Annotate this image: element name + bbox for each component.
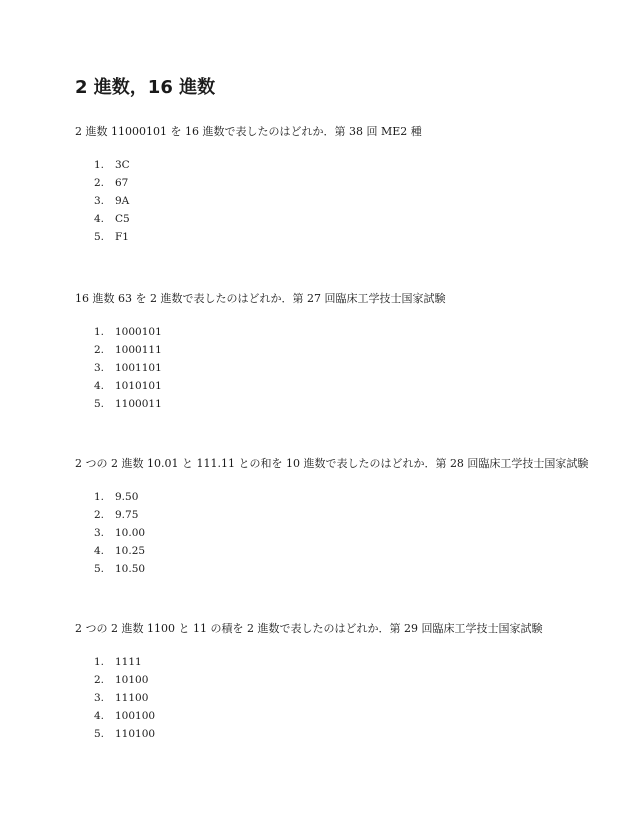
choice-label: 11100 [115,692,149,704]
choice-number: 3. [94,692,105,704]
choice-label: 1000101 [115,326,162,338]
choice-number: 2. [94,674,105,686]
choice-item [94,506,595,524]
choice-number: 2. [94,344,105,356]
choice-list [75,488,595,578]
choice-label: 9.50 [115,491,139,503]
choice-number: 2. [94,177,105,189]
choice-label: 1010101 [115,380,162,392]
choice-label: 9.75 [115,509,139,521]
choice-label: 100100 [115,710,156,722]
choice-number: 4. [94,213,105,225]
choice-label: 3C [115,159,130,171]
choice-item [94,359,595,377]
choice-number: 5. [94,398,105,410]
choice-item [94,560,595,578]
choice-list [75,323,595,413]
question-text: 2 つの 2 進数 1100 と 11 の積を 2 進数で表したのはどれか．第 29 回臨床工学技士国家試験 [75,622,543,635]
choice-label: 9A [115,195,130,207]
choice-label: 10.25 [115,545,146,557]
choice-label: 10.00 [115,527,146,539]
choice-item [94,395,595,413]
choice-label: 110100 [115,728,156,740]
choice-label: 1000111 [115,344,162,356]
choice-item [94,689,595,707]
choice-item [94,653,595,671]
choice-item [94,524,595,542]
choice-item [94,341,595,359]
choice-number: 1. [94,656,105,668]
choice-number: 1. [94,159,105,171]
choice-number: 3. [94,195,105,207]
choice-number: 4. [94,380,105,392]
choice-item [94,156,595,174]
choice-list [75,156,595,246]
choice-item [94,174,595,192]
choice-number: 1. [94,491,105,503]
choice-label: 1001101 [115,362,162,374]
choice-item [94,488,595,506]
choice-item [94,323,595,341]
choice-number: 5. [94,728,105,740]
choice-label: C5 [115,213,130,225]
choice-item [94,228,595,246]
question-4 [75,621,595,743]
choice-label: 1111 [115,656,142,668]
choice-number: 1. [94,326,105,338]
choice-item [94,377,595,395]
choice-number: 3. [94,527,105,539]
choice-item [94,192,595,210]
choice-label: F1 [115,231,129,243]
question-text: 16 進数 63 を 2 進数で表したのはどれか．第 27 回臨床工学技士国家試験 [75,292,446,305]
choice-list [75,653,595,743]
choice-item [94,671,595,689]
choice-item [94,725,595,743]
choice-item [94,210,595,228]
choice-number: 4. [94,545,105,557]
choice-label: 1100011 [115,398,162,410]
question-text: 2 進数 11000101 を 16 進数で表したのはどれか．第 38 回 ME2 種 [75,125,422,138]
choice-number: 5. [94,563,105,575]
choice-item [94,707,595,725]
choice-label: 10100 [115,674,149,686]
choice-item [94,542,595,560]
choice-label: 67 [115,177,129,189]
question-3 [75,456,595,578]
question-text: 2 つの 2 進数 10.01 と 111.11 との和を 10 進数で表したのはどれか．第 28 回臨床工学技士国家試験 [75,457,589,470]
choice-number: 2. [94,509,105,521]
choice-label: 10.50 [115,563,146,575]
question-2 [75,291,595,413]
choice-number: 5. [94,231,105,243]
choice-number: 3. [94,362,105,374]
page-title: 2 進数，16 進数 [75,77,216,98]
question-1 [75,124,595,246]
choice-number: 4. [94,710,105,722]
